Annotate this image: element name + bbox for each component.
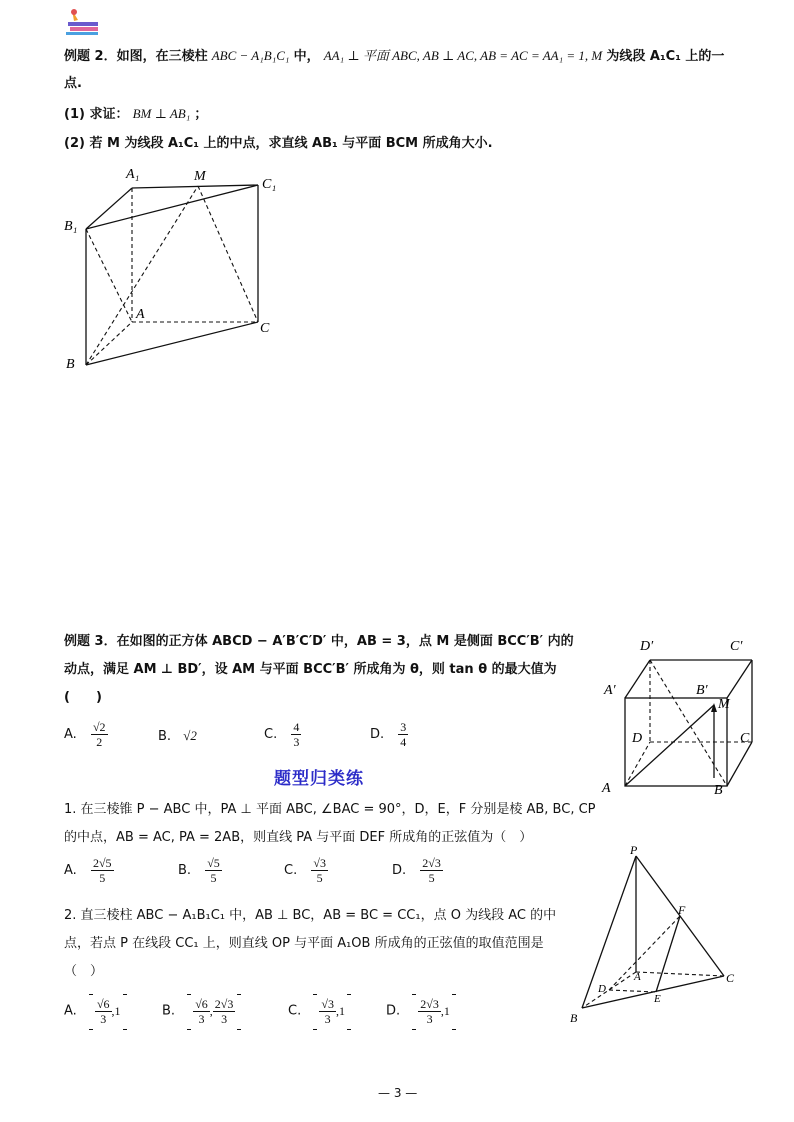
frac-den: 3 — [100, 1011, 107, 1026]
ex3-label-M: M — [718, 697, 730, 712]
frac-den: 5 — [210, 871, 217, 885]
option-letter: C. — [284, 863, 298, 878]
frac-num: √3 — [313, 856, 326, 870]
q1-label-P: P — [630, 843, 638, 857]
ex3-label-C1: C′ — [730, 639, 743, 654]
ex2-cond1: ABC − A₁B₁C₁ — [211, 48, 290, 63]
ex2-head: 例题 2．如图，在三棱柱 — [64, 49, 208, 64]
ex2-label-B: B — [66, 357, 75, 372]
option-letter: A. — [64, 863, 77, 878]
option-letter: D. — [386, 1003, 401, 1019]
frac-num: 2√3 — [214, 996, 234, 1011]
frac-den: 4 — [400, 735, 407, 749]
frac-num: √5 — [207, 856, 220, 870]
range-upper: ,1 — [111, 1003, 121, 1018]
ex2-q1-math: BM ⊥ AB₁ — [132, 106, 191, 121]
ex2-tail: 为线段 A₁C₁ 上的一 — [606, 49, 725, 64]
logo-icon — [64, 6, 104, 36]
frac-den: 5 — [99, 871, 106, 885]
frac-num: 2√3 — [422, 856, 441, 870]
frac-den: 5 — [316, 871, 323, 885]
ex3-label-D: D — [632, 731, 643, 746]
ex2-label-C: C — [260, 321, 270, 336]
ex2-line2: 点. — [64, 76, 82, 91]
section-title: 题型归类练 — [274, 769, 364, 789]
ex2-figure — [60, 162, 290, 377]
option-letter: B. — [162, 1003, 176, 1019]
q1-label-C: C — [726, 971, 735, 985]
frac-den: 3 — [293, 735, 300, 749]
ex2-q1 — [64, 104, 207, 125]
option-letter: B. — [178, 863, 192, 878]
q1-option-d — [392, 856, 443, 885]
ex3-option-d — [370, 720, 408, 749]
option-letter: B. — [158, 729, 172, 744]
ex3-label-C: C — [740, 731, 750, 746]
ex2-label-M: M — [194, 169, 206, 184]
frac-den: 3 — [198, 1011, 205, 1026]
frac-den: 3 — [221, 1011, 228, 1026]
range-upper: ,1 — [335, 1003, 345, 1018]
ex2-zhong: 中， — [293, 49, 320, 64]
ex3-label-B: B — [714, 783, 723, 798]
frac-den: 3 — [324, 1011, 331, 1026]
ex2-label-A1: A₁ — [126, 167, 140, 182]
ex3-figure — [596, 630, 762, 800]
ex3-label-A: A — [602, 781, 611, 796]
range-upper: ,1 — [440, 1003, 450, 1018]
frac-num: √3 — [321, 996, 334, 1011]
q1-line2: 的中点，AB = AC, PA = 2AB，则直线 PA 与平面 DEF 所成角的正弦值为（ ） — [64, 830, 533, 845]
option-letter: C. — [264, 727, 278, 742]
ex3-label-B1: B′ — [696, 683, 708, 698]
ex2-q1-end: ； — [194, 107, 208, 122]
q2-option-b: B. $\frac{√6}{3}$ , $\frac{2√3}{3}$ — [162, 994, 241, 1028]
frac-num: √6 — [96, 996, 110, 1011]
frac-den: 5 — [428, 871, 435, 885]
ex2-q1-label: (1) 求证： — [64, 107, 129, 122]
ex3-option-c — [264, 720, 301, 749]
q1-figure — [566, 842, 746, 1028]
ex2-label-B1: B₁ — [64, 219, 78, 234]
ex2-label-C1: C₁ — [262, 177, 277, 192]
q2-option-a — [64, 994, 127, 1028]
q2-option-d — [386, 994, 456, 1028]
option-letter: A. — [64, 727, 77, 742]
ex2-q2: (2) 若 M 为线段 A₁C₁ 上的中点，求直线 AB₁ 与平面 BCM 所成角大小. — [64, 136, 493, 151]
page-number: — 3 — — [378, 1086, 418, 1100]
option-letter: D. — [392, 863, 407, 878]
q1-option-b — [178, 856, 222, 885]
frac-den: 3 — [426, 1011, 433, 1026]
ex3-line2: 动点，满足 AM ⊥ BD′，设 AM 与平面 BCC′B′ 所成角为 θ，则 tan θ 的最大值为 — [64, 662, 557, 677]
frac-num: 2√5 — [92, 856, 112, 870]
ex2-line1 — [64, 46, 724, 67]
frac-num: √2 — [92, 720, 106, 734]
q1-label-B: B — [570, 1011, 578, 1025]
ex3-label-A1: A′ — [604, 683, 616, 698]
frac-num: √6 — [195, 996, 208, 1011]
frac-num: 4 — [293, 720, 300, 734]
option-letter: C. — [288, 1003, 302, 1019]
frac-num: 2√3 — [420, 996, 439, 1011]
q1-line1: 1. 在三棱锥 P − ABC 中，PA ⊥ 平面 ABC, ∠BAC = 90°，D，E，F 分别是棱 AB, BC, CP — [64, 802, 596, 817]
ex3-label-D1: D′ — [640, 639, 654, 654]
option-letter: D. — [370, 727, 385, 742]
ex3-option-b — [158, 728, 197, 744]
q1-option-a — [64, 856, 114, 885]
q2-line2: 点，若点 P 在线段 CC₁ 上，则直线 OP 与平面 A₁OB 所成角的正弦值的取值范围是 — [64, 936, 544, 951]
frac-den: 2 — [96, 735, 103, 749]
q1-label-D: D — [598, 983, 606, 995]
ex3-option-a — [64, 720, 108, 749]
ex3-line1: 例题 3．在如图的正方体 ABCD − A′B′C′D′ 中，AB = 3，点 M 是侧面 BCC′B′ 内的 — [64, 634, 574, 649]
q2-line1: 2. 直三棱柱 ABC − A₁B₁C₁ 中，AB ⊥ BC，AB = BC = CC₁，点 O 为线段 AC 的中 — [64, 908, 557, 923]
option-letter: A. — [64, 1003, 77, 1019]
ex3-line3: ( ) — [64, 690, 102, 705]
ex2-cond2: AA₁ ⊥ 平面 ABC, AB ⊥ AC, AB = AC = AA₁ = 1, M — [323, 48, 603, 63]
ex2-label-A: A — [136, 307, 145, 322]
frac-num: 3 — [400, 720, 407, 734]
option-value: √2 — [183, 728, 197, 743]
q2-option-c — [288, 994, 351, 1028]
q1-option-c — [284, 856, 328, 885]
q1-label-A: A — [634, 971, 641, 983]
q1-label-E: E — [654, 993, 661, 1005]
q1-label-F: F — [678, 903, 686, 917]
q2-line3: （ ） — [64, 964, 104, 979]
